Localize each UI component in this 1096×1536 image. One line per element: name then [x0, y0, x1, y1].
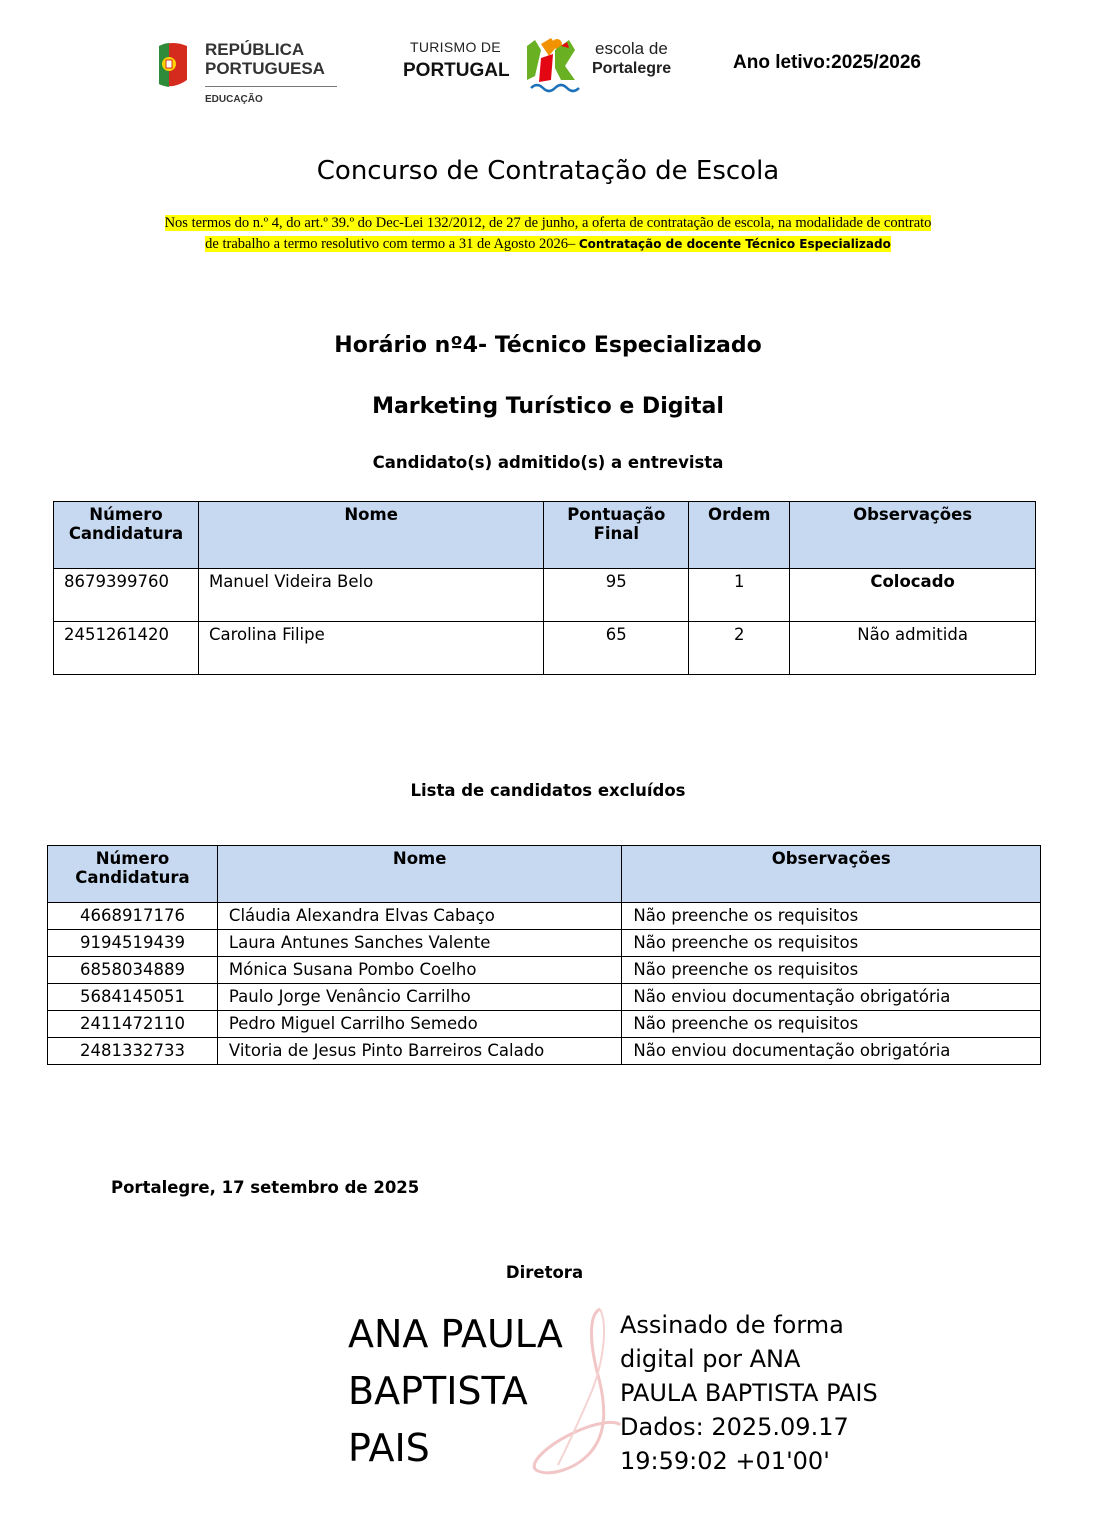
table-row	[48, 984, 1041, 1011]
cell-observacoes: Não preenche os requisitos	[622, 957, 1041, 984]
signature-info-line: PAULA BAPTISTA PAIS	[620, 1379, 878, 1407]
col-header-pontuacao: Pontuação Final	[544, 502, 689, 569]
republica-line1: REPÚBLICA	[205, 40, 305, 59]
signature-name-line: ANA PAULA	[348, 1312, 563, 1356]
table-row	[54, 622, 1036, 675]
table-row	[48, 957, 1041, 984]
cell-nome: Laura Antunes Sanches Valente	[217, 930, 622, 957]
legal-line1: Nos termos do n.º 4, do art.º 39.º do Dec-Lei 132/2012, de 27 de junho, a oferta de contratação de escola, na modalidade de contrato	[164, 215, 932, 231]
republica-subtitle: EDUCAÇÃO	[205, 94, 263, 105]
table-row	[48, 1038, 1041, 1065]
escola-line2: Portalegre	[592, 60, 672, 77]
cell-observacoes: Não preenche os requisitos	[622, 1011, 1041, 1038]
horario-heading: Horário nº4- Técnico Especializado	[334, 333, 762, 358]
cell-nome: Paulo Jorge Venâncio Carrilho	[217, 984, 622, 1011]
admitted-heading: Candidato(s) admitido(s) a entrevista	[372, 453, 724, 472]
cell-numero: 2481332733	[48, 1038, 218, 1065]
cell-pontuacao: 65	[544, 622, 689, 675]
col-header-nome: Nome	[198, 502, 543, 569]
col-header-numero: Número Candidatura	[48, 846, 218, 903]
cell-nome: Vitoria de Jesus Pinto Barreiros Calado	[217, 1038, 622, 1065]
cell-nome: Pedro Miguel Carrilho Semedo	[217, 1011, 622, 1038]
page-title: Concurso de Contratação de Escola	[316, 156, 780, 186]
cell-observacoes: Não admitida	[790, 622, 1036, 675]
admitted-table	[53, 501, 1036, 675]
signature-info	[620, 1308, 910, 1478]
cell-nome: Cláudia Alexandra Elvas Cabaço	[217, 903, 622, 930]
cell-nome: Carolina Filipe	[198, 622, 543, 675]
table-header-row	[48, 846, 1041, 903]
signature-name-line: PAIS	[348, 1426, 430, 1470]
divider	[205, 86, 337, 87]
table-row	[48, 903, 1041, 930]
portuguese-flag-icon	[155, 40, 191, 90]
table-row	[48, 930, 1041, 957]
cell-observacoes: Não preenche os requisitos	[622, 903, 1041, 930]
turismo-portugal-mark-icon	[521, 36, 583, 96]
table-header-row	[54, 502, 1036, 569]
legal-line2: de trabalho a termo resolutivo com termo a 31 de Agosto 2026–	[205, 236, 579, 252]
cell-numero: 8679399760	[54, 569, 199, 622]
col-header-observacoes: Observações	[790, 502, 1036, 569]
excluded-heading: Lista de candidatos excluídos	[410, 781, 686, 800]
cell-numero: 4668917176	[48, 903, 218, 930]
turismo-portugal-logo	[403, 36, 693, 98]
cell-numero: 5684145051	[48, 984, 218, 1011]
republica-portuguesa-logo	[155, 38, 355, 110]
cell-observacoes: Colocado	[790, 569, 1036, 622]
turismo-small-text: TURISMO DE	[410, 39, 501, 55]
cell-observacoes: Não preenche os requisitos	[622, 930, 1041, 957]
cell-ordem: 2	[689, 622, 790, 675]
col-header-numero: Número Candidatura	[54, 502, 199, 569]
escola-line1: escola de	[595, 39, 668, 58]
cell-observacoes: Não enviou documentação obrigatória	[622, 1038, 1041, 1065]
cell-numero: 6858034889	[48, 957, 218, 984]
place-date: Portalegre, 17 setembro de 2025	[111, 1178, 420, 1197]
cell-pontuacao: 95	[544, 569, 689, 622]
pdf-signature-mark-icon	[528, 1305, 623, 1480]
col-header-observacoes: Observações	[622, 846, 1041, 903]
cell-ordem: 1	[689, 569, 790, 622]
legal-line2-bold: Contratação de docente Técnico Especializado	[578, 237, 891, 251]
cell-nome: Manuel Videira Belo	[198, 569, 543, 622]
ano-letivo: Ano letivo:2025/2026	[733, 52, 921, 73]
col-header-ordem: Ordem	[689, 502, 790, 569]
table-row	[48, 1011, 1041, 1038]
signature-info-line: 19:59:02 +01'00'	[620, 1447, 830, 1475]
signature-info-line: digital por ANA	[620, 1345, 801, 1373]
excluded-table	[47, 845, 1041, 1065]
cell-numero: 2411472110	[48, 1011, 218, 1038]
col-header-nome: Nome	[217, 846, 622, 903]
subject-heading: Marketing Turístico e Digital	[372, 394, 724, 419]
signature-info-line: Dados: 2025.09.17	[620, 1413, 849, 1441]
cell-numero: 9194519439	[48, 930, 218, 957]
signer-role: Diretora	[505, 1263, 584, 1282]
table-row	[54, 569, 1036, 622]
republica-line2: PORTUGUESA	[205, 59, 325, 78]
cell-numero: 2451261420	[54, 622, 199, 675]
turismo-big-text: PORTUGAL	[403, 60, 510, 81]
signature-info-line: Assinado de forma	[620, 1311, 844, 1339]
legal-notice	[90, 213, 1006, 255]
signature-name-line: BAPTISTA	[348, 1369, 528, 1413]
cell-observacoes: Não enviou documentação obrigatória	[622, 984, 1041, 1011]
cell-nome: Mónica Susana Pombo Coelho	[217, 957, 622, 984]
